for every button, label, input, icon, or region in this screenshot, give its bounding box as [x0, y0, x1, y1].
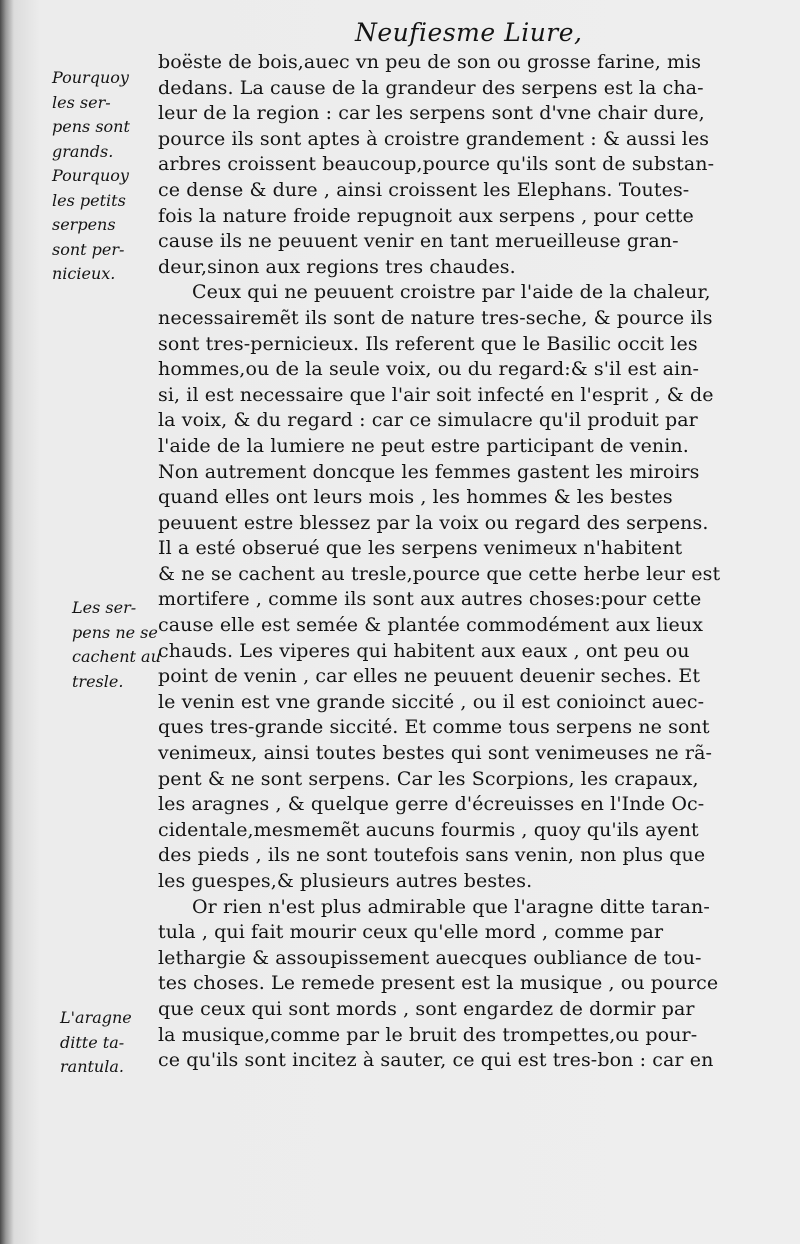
- text-line: si, il est necessaire que l'air soit infecté en l'esprit , & de: [158, 383, 714, 406]
- text-line: boëste de bois,auec vn peu de son ou grosse farine, mis: [158, 51, 702, 73]
- text-line: le venin est vne grande siccité , ou il est conioinct auec-: [158, 690, 705, 713]
- text-line: hommes,ou de la seule voix, ou du regard:& s'il est ain-: [158, 358, 700, 381]
- text-line: sont tres-pernicieux. Ils referent que le Basilic occit les: [158, 332, 698, 355]
- margin-note-line: L'aragne: [60, 1008, 132, 1027]
- text-line: l'aide de la lumiere ne peut estre participant de venin.: [158, 434, 689, 457]
- text-line: pent & ne sont serpens. Car les Scorpions, les crapaux,: [158, 767, 699, 790]
- margin-note-line: cachent au: [72, 647, 161, 666]
- text-line: tes choses. Le remede present est la musique , ou pource: [158, 972, 719, 995]
- text-line: tula , qui fait mourir ceux qu'elle mord , comme par: [158, 921, 664, 944]
- text-line: peuuent estre blessez par la voix ou regard des serpens.: [158, 511, 709, 534]
- text-line: la voix, & du regard : car ce simulacre qu'il produit par: [158, 409, 698, 432]
- text-line: venimeux, ainsi toutes bestes qui sont venimeuses ne rã-: [158, 742, 713, 765]
- text-line: les aragnes , & quelque gerre d'écreuisses en l'Inde Oc-: [158, 793, 705, 816]
- margin-note-serpens-grands: [52, 66, 162, 164]
- margin-note-tarantula: [60, 1006, 170, 1080]
- margin-note-line: Pourquoy: [52, 68, 129, 87]
- margin-note-line: grands.: [52, 141, 114, 161]
- paragraph-start-line: Or rien n'est plus admirable que l'aragne ditte taran-: [192, 895, 710, 918]
- text-line: leur de la region : car les serpens sont d'vne chair dure,: [158, 102, 705, 125]
- text-line: les guespes,& plusieurs autres bestes.: [158, 870, 533, 892]
- text-line: cause ils ne peuuent venir en tant merueilleuse gran-: [158, 230, 679, 253]
- text-line: mortifere , comme ils sont aux autres choses:pour cette: [158, 588, 702, 611]
- margin-note-line: tresle.: [72, 671, 124, 691]
- margin-note-petits-serpens: [52, 164, 162, 287]
- text-line: ce dense & dure , ainsi croissent les Elephans. Toutes-: [158, 178, 690, 201]
- text-line: des pieds , ils ne sont toutefois sans venin, non plus que: [158, 844, 706, 867]
- text-line: lethargie & assoupissement auecques oubliance de tou-: [158, 946, 702, 969]
- text-line: que ceux qui sont mords , sont engardez de dormir par: [158, 997, 695, 1020]
- running-head: Neufiesme Liure,: [355, 18, 583, 47]
- text-line: point de venin , car elles ne peuuent deuenir seches. Et: [158, 665, 701, 688]
- text-line: ques tres-grande siccité. Et comme tous serpens ne sont: [158, 716, 710, 739]
- text-line: cidentale,mesmemẽt aucuns fourmis , quoy qu'ils ayent: [158, 818, 699, 841]
- text-line: chauds. Les viperes qui habitent aux eaux , ont peu ou: [158, 639, 690, 662]
- text-line: pource ils sont aptes à croistre grandement : & aussi les: [158, 127, 710, 150]
- margin-note-line: Pourquoy: [52, 166, 129, 185]
- text-line: cause elle est semée & plantée commodément aux lieux: [158, 614, 704, 637]
- text-line: Il a esté obserué que les serpens venimeux n'habitent: [158, 537, 683, 560]
- paragraph-start-line: Ceux qui ne peuuent croistre par l'aide de la chaleur,: [192, 281, 711, 304]
- margin-note-line: serpens: [52, 215, 116, 234]
- text-line: & ne se cachent au tresle,pource que cette herbe leur est: [158, 562, 721, 585]
- margin-note-line: les petits: [52, 190, 126, 210]
- margin-note-line: ditte ta-: [60, 1032, 125, 1052]
- body-text: [158, 50, 778, 1074]
- margin-note-line: rantula.: [60, 1057, 124, 1076]
- margin-note-line: les ser-: [52, 92, 111, 112]
- text-line: dedans. La cause de la grandeur des serpens est la cha-: [158, 76, 704, 99]
- margin-note-line: nicieux.: [52, 264, 116, 283]
- text-line: deur,sinon aux regions tres chaudes.: [158, 255, 516, 278]
- text-line: necessairemẽt ils sont de nature tres-seche, & pource ils: [158, 306, 713, 329]
- text-line: ce qu'ils sont incitez à sauter, ce qui est tres-bon : car en: [158, 1049, 714, 1072]
- text-line: quand elles ont leurs mois , les hommes & les bestes: [158, 486, 673, 509]
- margin-note-line: sont per-: [52, 239, 125, 259]
- text-line: la musique,comme par le bruit des trompettes,ou pour-: [158, 1023, 698, 1046]
- margin-note-line: pens ne se: [72, 622, 158, 642]
- text-line: fois la nature froide repugnoit aux serpens , pour cette: [158, 204, 694, 227]
- text-line: Non autrement doncque les femmes gastent les miroirs: [158, 460, 700, 483]
- text-line: arbres croissent beaucoup,pource qu'ils sont de substan-: [158, 153, 715, 176]
- margin-note-line: Les ser-: [72, 598, 137, 617]
- margin-note-line: pens sont: [52, 117, 130, 136]
